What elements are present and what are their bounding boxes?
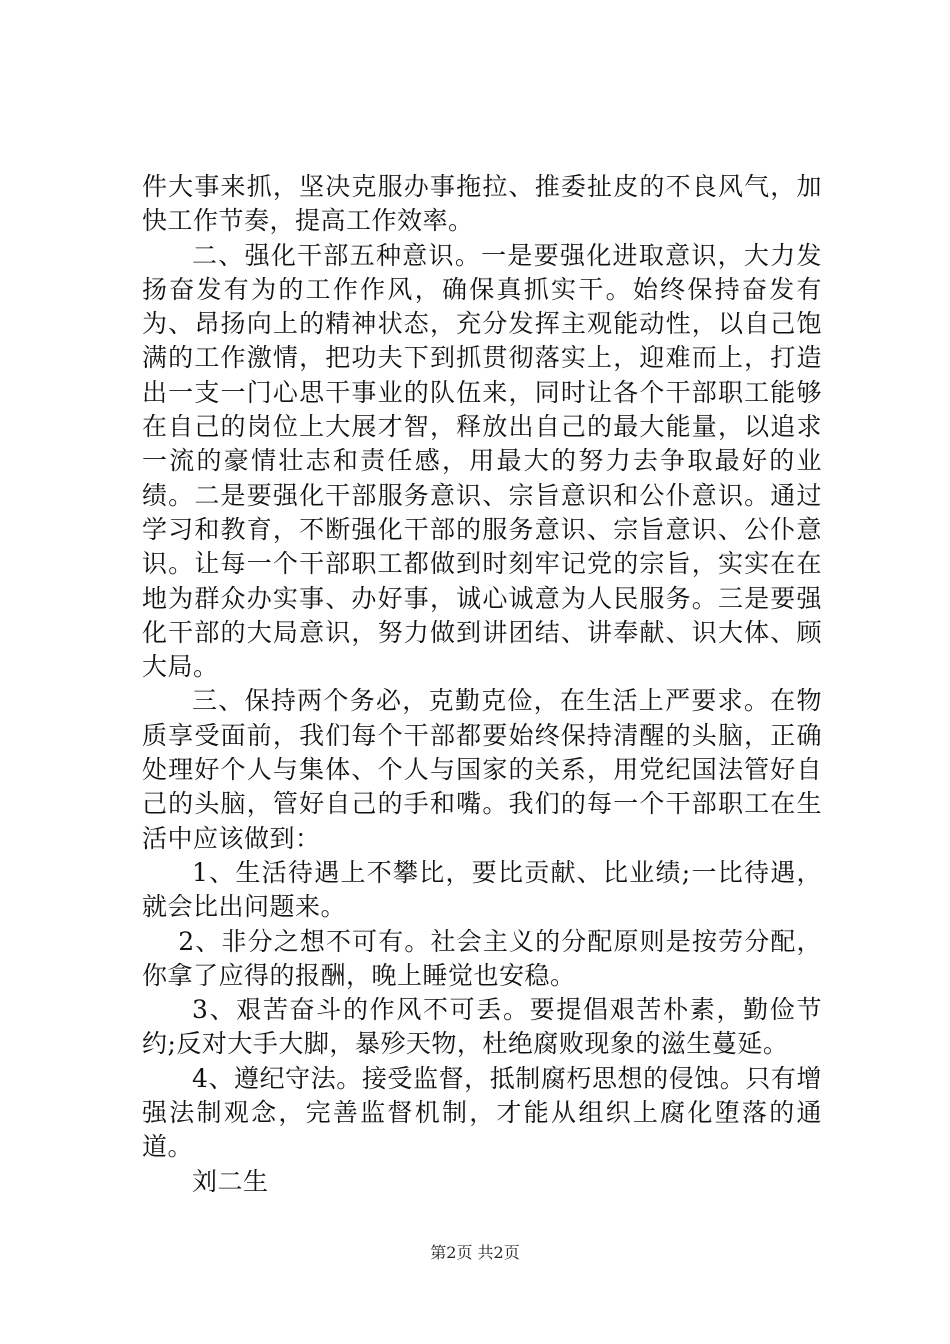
list-item-1: 1、生活待遇上不攀比，要比贡献、比业绩;一比待遇，就会比出问题来。	[142, 857, 822, 922]
author-signature: 刘二生	[192, 1166, 269, 1196]
list-item-4: 4、遵纪守法。接受监督，抵制腐朽思想的侵蚀。只有增强法制观念，完善监督机制，才能从组织上腐化堕落的通道。	[142, 1063, 822, 1162]
paragraph-section-two: 二、强化干部五种意识。一是要强化进取意识，大力发扬奋发有为的工作作风，确保真抓实干。始终保持奋发有为、昂扬向上的精神状态，充分发挥主观能动性，以自己饱满的工作激情，把功夫下到抓贯彻落实上，迎难而上，打造出一支一门心思干事业的队伍来，同时让各个干部职工能够在自己的岗位上大展才智，释放出自己的最大能量，以追求一流的豪情壮志和责任感，用最大的努力去争取最好的业绩。二是要强化干部服务意识、宗旨意识和公仆意识。通过学习和教育，不断强化干部的服务意识、宗旨意识、公仆意识。让每一个干部职工都做到时刻牢记党的宗旨，实实在在地为群众办实事、办好事，诚心诚意为人民服务。三是要强化干部的大局意识，努力做到讲团结、讲奉献、识大体、顾大局。	[142, 240, 822, 682]
page-footer: 第2页 共2页	[430, 1243, 520, 1262]
paragraph-section-three: 三、保持两个务必，克勤克俭，在生活上严要求。在物质享受面前，我们每个干部都要始终保持清醒的头脑，正确处理好个人与集体、个人与国家的关系，用党纪国法管好自己的头脑，管好自己的手和嘴。我们的每一个干部职工在生活中应该做到：	[142, 686, 822, 853]
document-body	[142, 170, 822, 1199]
list-item-3: 3、艰苦奋斗的作风不可丢。要提倡艰苦朴素，勤俭节约;反对大手大脚，暴殄天物，杜绝腐败现象的滋生蔓延。	[142, 995, 822, 1059]
paragraph-continuation: 件大事来抓，坚决克服办事拖拉、推委扯皮的不良风气，加快工作节奏，提高工作效率。	[142, 172, 822, 236]
list-item-2: 2、非分之想不可有。社会主义的分配原则是按劳分配，你拿了应得的报酬，晚上睡觉也安稳。	[142, 926, 822, 990]
